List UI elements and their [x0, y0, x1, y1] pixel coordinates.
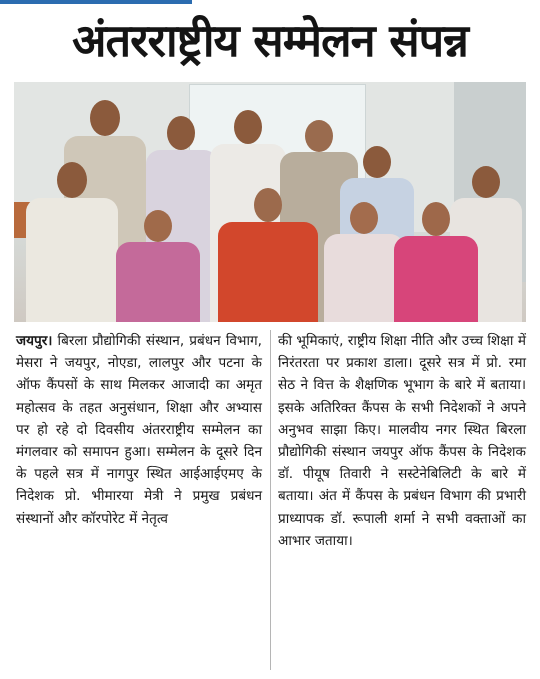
article-text-left: बिरला प्रौद्योगिकी संस्थान, प्रबंधन विभाग, मेसरा ने जयपुर, नोएडा, लालपुर और पटना के ऑफ कैंपसों के साथ मिलकर आजादी का अमृत महोत्सव के तहत अनुसंधान, शिक्षा और अभ्यास पर हो रहे दो दिवसीय अंतरराष्ट्रीय सम्मेलन का मंगलवार को समापन हुआ। सम्मेलन के दूसरे दिन के पहले सत्र में नागपुर स्थित आईआईएमए के निदेशक प्रो. भीमारया मेत्री ने प्रमुख प्रबंधन संस्थानों और कॉरपोरेट में नेतृत्व [16, 333, 262, 527]
article-column-left [16, 330, 262, 530]
headline: अंतरराष्ट्रीय सम्मेलन संपन्न [72, 14, 468, 67]
top-accent-rule [0, 0, 192, 4]
person [112, 206, 204, 322]
article-text-right: की भूमिकाएं, राष्ट्रीय शिक्षा नीति और उच्च शिक्षा में निरंतरता पर प्रकाश डाला। दूसरे सत्र में प्रो. रमा सेठ ने वित्त के शैक्षणिक भूभाग के बारे में बताया। इसके अतिरिक्त कैंपस के सभी निदेशकों ने अपने अनुभव साझा किए। मालवीय नगर स्थित बिरला प्रौद्योगिकी संस्थान जयपुर ऑफ कैंपस के निदेशक डॉ. पीयूष तिवारी ने सस्टेनेबिलिटी के बारे में बताया। अंत में कैंपस के प्रबंधन विभाग की प्रभारी प्राध्यापक डॉ. रूपाली शर्मा ने सभी वक्ताओं का आभार जताया। [278, 333, 526, 549]
person [390, 198, 482, 322]
person [214, 184, 322, 322]
article-column-right [278, 330, 526, 552]
column-divider [270, 330, 271, 670]
dateline: जयपुर। [16, 333, 53, 349]
group-photo [14, 82, 526, 322]
person [22, 158, 122, 322]
